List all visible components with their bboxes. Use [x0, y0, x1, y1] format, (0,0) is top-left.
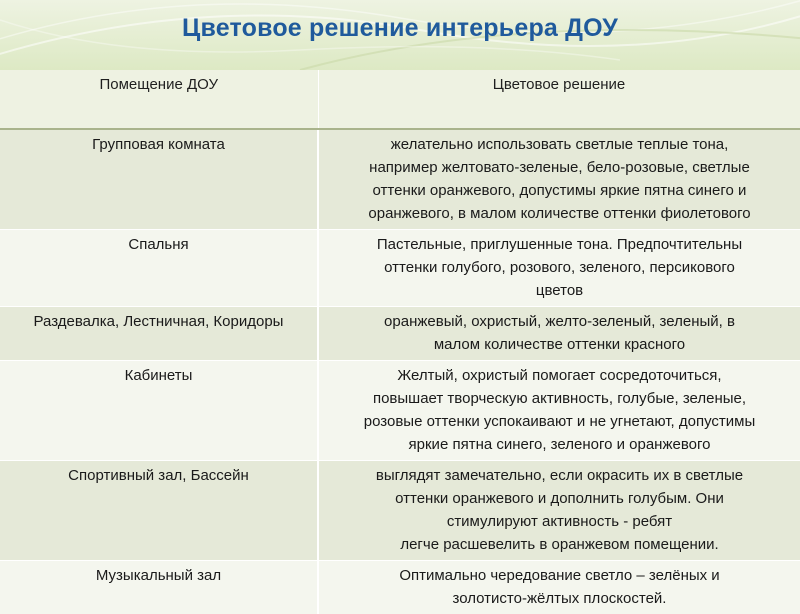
- room-cell: Спортивный зал, Бассейн: [0, 461, 318, 561]
- description-line: оттенки оранжевого и дополнить голубым. Они: [325, 487, 794, 510]
- header-room: Помещение ДОУ: [0, 70, 318, 129]
- description-line: оттенки оранжевого, допустимы яркие пятна синего и: [325, 179, 794, 202]
- description-line: легче расшевелить в оранжевом помещении.: [325, 533, 794, 556]
- table-header-row: [0, 70, 800, 129]
- description-line: оттенки голубого, розового, зеленого, персикового: [325, 256, 794, 279]
- description-line: Оптимально чередование светло – зелёных и: [325, 564, 794, 587]
- description-line: малом количестве оттенки красного: [325, 333, 794, 356]
- description-cell: [318, 561, 800, 614]
- table-row: [0, 307, 800, 361]
- description-line: яркие пятна синего, зеленого и оранжевого: [325, 433, 794, 456]
- room-cell: Музыкальный зал: [0, 561, 318, 614]
- description-line: выглядят замечательно, если окрасить их в светлые: [325, 464, 794, 487]
- table-row: [0, 361, 800, 461]
- description-cell: [318, 129, 800, 230]
- description-cell: [318, 461, 800, 561]
- description-cell: [318, 230, 800, 307]
- header-color-solution: Цветовое решение: [318, 70, 800, 129]
- color-table-container: [0, 70, 800, 600]
- room-cell: Раздевалка, Лестничная, Коридоры: [0, 307, 318, 361]
- description-line: повышает творческую активность, голубые, зеленые,: [325, 387, 794, 410]
- description-line: желательно использовать светлые теплые тона,: [325, 133, 794, 156]
- room-cell: Спальня: [0, 230, 318, 307]
- table-row: [0, 461, 800, 561]
- description-line: розовые оттенки успокаивают и не угнетают, допустимы: [325, 410, 794, 433]
- description-line: например желтовато-зеленые, бело-розовые, светлые: [325, 156, 794, 179]
- room-cell: Групповая комната: [0, 129, 318, 230]
- color-table: [0, 70, 800, 614]
- table-row: [0, 561, 800, 614]
- description-cell: [318, 307, 800, 361]
- description-line: цветов: [325, 279, 794, 302]
- room-cell: Кабинеты: [0, 361, 318, 461]
- description-line: Желтый, охристый помогает сосредоточиться,: [325, 364, 794, 387]
- title-banner: [0, 0, 800, 70]
- description-line: оранжевый, охристый, желто-зеленый, зеленый, в: [325, 310, 794, 333]
- table-row: [0, 230, 800, 307]
- table-row: [0, 129, 800, 230]
- page-title: Цветовое решение интерьера ДОУ: [0, 14, 800, 43]
- description-line: Пастельные, приглушенные тона. Предпочтительны: [325, 233, 794, 256]
- description-line: стимулируют активность - ребят: [325, 510, 794, 533]
- description-line: золотисто-жёлтых плоскостей.: [325, 587, 794, 610]
- description-cell: [318, 361, 800, 461]
- description-line: оранжевого, в малом количестве оттенки фиолетового: [325, 202, 794, 225]
